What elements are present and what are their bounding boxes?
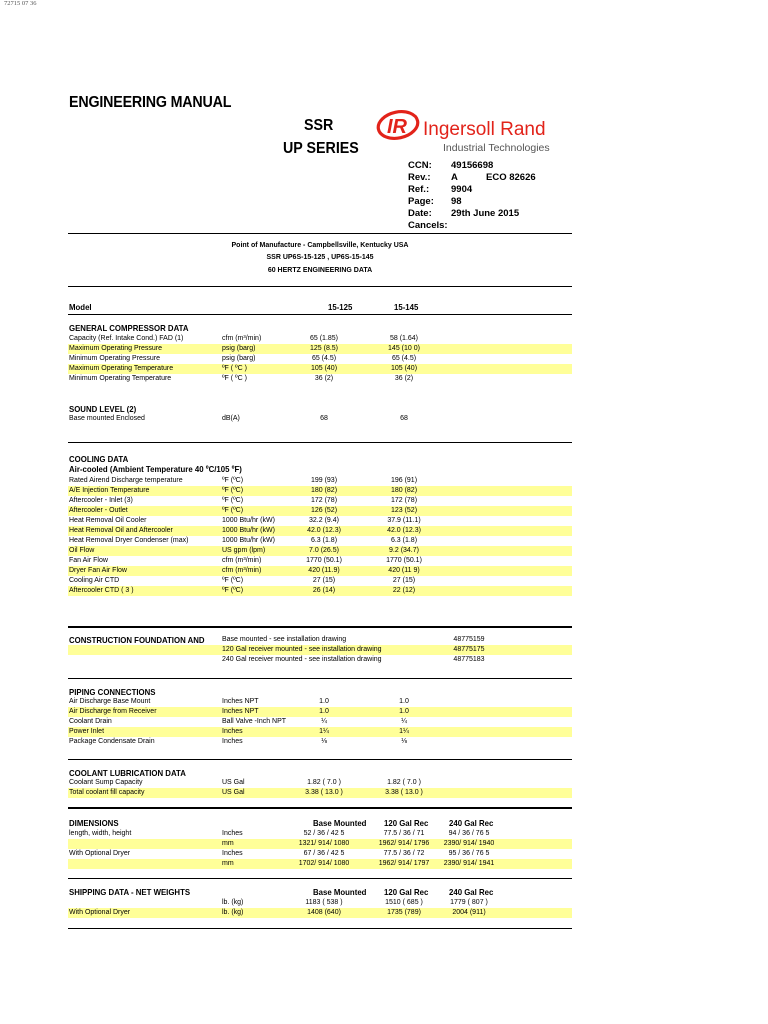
value-15-145: 1.0 bbox=[399, 698, 409, 705]
value-120-gal: 77.5 / 36 / 72 bbox=[383, 850, 425, 857]
drawing-number: 48775183 bbox=[453, 656, 485, 663]
value-base-mounted: 67 / 36 / 42 5 bbox=[303, 850, 345, 857]
table-row bbox=[68, 859, 572, 869]
value-15-145: 180 (82) bbox=[390, 487, 418, 494]
table-row bbox=[68, 898, 572, 908]
value-15-125: 199 (93) bbox=[310, 477, 338, 484]
table-row bbox=[68, 374, 572, 384]
meta-page: Page: 98 bbox=[408, 196, 462, 207]
value-120-gal: 1510 ( 685 ) bbox=[385, 899, 423, 906]
value-15-125: 420 (11.9) bbox=[308, 567, 340, 574]
divider bbox=[68, 678, 572, 679]
document-meta bbox=[408, 160, 536, 232]
value-15-145: ¼ bbox=[401, 718, 407, 725]
table-row bbox=[68, 645, 572, 655]
row-unit: US Gal bbox=[222, 779, 245, 786]
ship-col-120: 120 Gal Rec bbox=[384, 887, 429, 897]
row-label: Aftercooler - Inlet (3) bbox=[69, 497, 133, 504]
row-unit: ºF (ºC) bbox=[222, 577, 244, 584]
value-15-145: 1.0 bbox=[399, 708, 409, 715]
meta-ref: Ref.: 9904 bbox=[408, 184, 473, 195]
value-15-145: 123 (52) bbox=[390, 507, 418, 514]
value-120-gal: 1962/ 914/ 1796 bbox=[378, 840, 430, 847]
value-15-125: 105 (40) bbox=[310, 365, 338, 372]
value-15-125: 1.0 bbox=[319, 698, 329, 705]
ir-logo-icon bbox=[376, 109, 566, 155]
table-row bbox=[68, 717, 572, 727]
table-row bbox=[68, 737, 572, 747]
row-unit: lb. (kg) bbox=[222, 899, 244, 906]
row-label: Capacity (Ref. Intake Cond.) FAD (1) bbox=[69, 335, 184, 342]
row-unit: lb. (kg) bbox=[222, 909, 244, 916]
row-unit: US Gal bbox=[222, 789, 245, 796]
row-unit: ºF (ºC) bbox=[222, 477, 244, 484]
value-240-gal: 2004 (911) bbox=[452, 909, 486, 916]
value-120-gal: 1735 (789) bbox=[387, 909, 421, 916]
row-label: Heat Removal Oil Cooler bbox=[69, 517, 147, 524]
table-row bbox=[68, 839, 572, 849]
value-15-145: 42.0 (12.3) bbox=[387, 527, 421, 534]
drawing-number: 48775159 bbox=[453, 636, 485, 643]
section-dimensions: DIMENSIONS bbox=[69, 818, 119, 828]
table-row bbox=[68, 829, 572, 839]
row-label: Minimum Operating Temperature bbox=[69, 375, 172, 382]
value-15-125: 36 (2) bbox=[314, 375, 334, 382]
value-15-145: 58 (1.64) bbox=[389, 335, 419, 342]
row-label: Heat Removal Dryer Condenser (max) bbox=[69, 537, 189, 544]
model-col-1: 15-125 bbox=[328, 302, 353, 312]
row-unit: Inches NPT bbox=[222, 708, 259, 715]
dim-col-240: 240 Gal Rec bbox=[449, 818, 494, 828]
model-list: SSR UP6S-15-125 , UP6S-15-145 bbox=[266, 254, 374, 261]
value-15-125: 27 (15) bbox=[312, 577, 336, 584]
value-15-145: 145 (10 0) bbox=[388, 345, 420, 352]
ship-col-240: 240 Gal Rec bbox=[449, 887, 494, 897]
table-row bbox=[68, 486, 572, 496]
value-15-125: 65 (1.85) bbox=[309, 335, 339, 342]
table-row bbox=[68, 908, 572, 918]
divider bbox=[68, 286, 572, 287]
section-construction: CONSTRUCTION FOUNDATION AND bbox=[69, 635, 205, 645]
table-row bbox=[68, 727, 572, 737]
row-label: With Optional Dryer bbox=[69, 850, 131, 857]
value-240-gal: 2390/ 914/ 1940 bbox=[443, 840, 495, 847]
model-label: Model bbox=[69, 302, 92, 312]
value-15-145: 68 bbox=[400, 415, 408, 422]
value-15-125: 7.0 (26.5) bbox=[309, 547, 339, 554]
value-15-145: 3.38 ( 13.0 ) bbox=[385, 789, 423, 796]
row-unit: mm bbox=[222, 860, 234, 867]
row-label: Aftercooler CTD ( 3 ) bbox=[69, 587, 134, 594]
value-base-mounted: 1183 ( 538 ) bbox=[305, 899, 343, 906]
cooling-subtitle: Air-cooled (Ambient Temperature 40 ºC/105 ºF) bbox=[69, 464, 242, 474]
value-240-gal: 95 / 36 / 76 5 bbox=[448, 850, 490, 857]
drawing-description: 120 Gal receiver mounted - see installation drawing bbox=[222, 646, 382, 653]
row-unit: mm bbox=[222, 840, 234, 847]
table-row bbox=[68, 496, 572, 506]
row-unit: ºF (ºC) bbox=[222, 497, 244, 504]
dim-col-120: 120 Gal Rec bbox=[384, 818, 429, 828]
product-name: SSR bbox=[304, 117, 334, 134]
row-label: Oil Flow bbox=[69, 547, 95, 554]
table-row bbox=[68, 536, 572, 546]
row-unit: Inches NPT bbox=[222, 698, 259, 705]
value-base-mounted: 1702/ 914/ 1080 bbox=[298, 860, 350, 867]
value-15-145: 1.82 ( 7.0 ) bbox=[387, 779, 421, 786]
row-label: length, width, height bbox=[69, 830, 132, 837]
divider bbox=[68, 928, 572, 929]
section-cooling: COOLING DATA bbox=[69, 454, 129, 464]
table-row bbox=[68, 344, 572, 354]
row-unit: ºF (ºC) bbox=[222, 587, 244, 594]
row-unit: Inches bbox=[222, 830, 243, 837]
table-row bbox=[68, 516, 572, 526]
table-row bbox=[68, 546, 572, 556]
divider bbox=[68, 759, 572, 760]
row-unit: Inches bbox=[222, 850, 243, 857]
row-unit: 1000 Btu/hr (kW) bbox=[222, 517, 275, 524]
meta-rev: Rev.: A ECO 82626 bbox=[408, 172, 536, 183]
row-label: With Optional Dryer bbox=[69, 909, 131, 916]
row-label: Package Condensate Drain bbox=[69, 738, 155, 745]
value-base-mounted: 1408 (640) bbox=[307, 909, 341, 916]
row-unit: cfm (m³/min) bbox=[222, 567, 262, 574]
row-unit: 1000 Btu/hr (kW) bbox=[222, 537, 275, 544]
row-unit: cfm (m³/min) bbox=[222, 557, 262, 564]
value-15-145: 37.9 (11.1) bbox=[387, 517, 421, 524]
table-row bbox=[68, 354, 572, 364]
table-row bbox=[68, 334, 572, 344]
row-label: Minimum Operating Pressure bbox=[69, 355, 161, 362]
table-row bbox=[68, 697, 572, 707]
meta-cancels: Cancels: bbox=[408, 220, 448, 231]
value-15-145: 196 (91) bbox=[390, 477, 418, 484]
row-label: Base mounted Enclosed bbox=[69, 415, 145, 422]
value-15-145: 36 (2) bbox=[394, 375, 414, 382]
product-series: UP SERIES bbox=[283, 140, 359, 157]
svg-text:IR: IR bbox=[387, 116, 407, 138]
divider bbox=[68, 314, 572, 315]
svg-text:Ingersoll Rand: Ingersoll Rand bbox=[423, 119, 546, 140]
divider bbox=[68, 878, 572, 879]
value-base-mounted: 1321/ 914/ 1080 bbox=[298, 840, 350, 847]
value-15-145: 65 (4.5) bbox=[391, 355, 417, 362]
value-15-125: 172 (78) bbox=[310, 497, 338, 504]
row-label: Dryer Fan Air Flow bbox=[69, 567, 127, 574]
table-row bbox=[68, 576, 572, 586]
divider bbox=[68, 233, 572, 234]
value-15-145: 1¼ bbox=[399, 728, 409, 735]
svg-text:Industrial Technologies: Industrial Technologies bbox=[443, 142, 550, 154]
document-stamp: 72715 07 36 bbox=[4, 0, 37, 7]
row-label: Coolant Sump Capacity bbox=[69, 779, 143, 786]
row-label: Heat Removal Oil and Aftercooler bbox=[69, 527, 173, 534]
value-15-125: 42.0 (12.3) bbox=[307, 527, 341, 534]
value-15-145: 420 (11 9) bbox=[388, 567, 420, 574]
value-15-125: 6.3 (1.8) bbox=[310, 537, 338, 544]
value-15-125: 126 (52) bbox=[310, 507, 338, 514]
value-120-gal: 77.5 / 36 / 71 bbox=[383, 830, 425, 837]
value-15-125: 125 (8.5) bbox=[309, 345, 339, 352]
row-label: Maximum Operating Temperature bbox=[69, 365, 174, 372]
table-row bbox=[68, 364, 572, 374]
table-row bbox=[68, 506, 572, 516]
row-unit: Ball Valve -Inch NPT bbox=[222, 718, 287, 725]
value-15-125: 26 (14) bbox=[312, 587, 336, 594]
table-row bbox=[68, 635, 572, 645]
value-15-125: 65 (4.5) bbox=[311, 355, 337, 362]
row-unit: ºF (ºC) bbox=[222, 507, 244, 514]
row-label: A/E Injection Temperature bbox=[69, 487, 150, 494]
value-240-gal: 1779 ( 807 ) bbox=[450, 899, 488, 906]
ship-col-base: Base Mounted bbox=[313, 887, 367, 897]
section-sound: SOUND LEVEL (2) bbox=[69, 404, 137, 414]
row-unit: psig (barg) bbox=[222, 355, 256, 362]
row-label: Aftercooler - Outlet bbox=[69, 507, 128, 514]
table-row bbox=[68, 707, 572, 717]
table-row bbox=[68, 849, 572, 859]
model-col-2: 15-145 bbox=[394, 302, 419, 312]
row-label: Maximum Operating Pressure bbox=[69, 345, 162, 352]
row-unit: 1000 Btu/hr (kW) bbox=[222, 527, 275, 534]
table-row bbox=[68, 414, 572, 424]
value-15-145: 6.3 (1.8) bbox=[390, 537, 418, 544]
value-15-125: 68 bbox=[320, 415, 328, 422]
table-row bbox=[68, 655, 572, 665]
meta-ccn: CCN: 49156698 bbox=[408, 160, 494, 171]
row-label: Air Discharge from Receiver bbox=[69, 708, 157, 715]
divider bbox=[68, 626, 572, 628]
value-15-125: 1.0 bbox=[319, 708, 329, 715]
meta-date: Date: 29th June 2015 bbox=[408, 208, 520, 219]
value-15-145: 27 (15) bbox=[392, 577, 416, 584]
section-general: GENERAL COMPRESSOR DATA bbox=[69, 323, 189, 333]
row-label: Coolant Drain bbox=[69, 718, 112, 725]
data-heading: 60 HERTZ ENGINEERING DATA bbox=[267, 267, 373, 274]
row-label: Fan Air Flow bbox=[69, 557, 108, 564]
table-row bbox=[68, 526, 572, 536]
row-label: Total coolant fill capacity bbox=[69, 789, 145, 796]
drawing-description: 240 Gal receiver mounted - see installation drawing bbox=[222, 656, 382, 663]
row-unit: ºF ( ºC ) bbox=[222, 365, 247, 372]
row-unit: ºF (ºC) bbox=[222, 487, 244, 494]
value-15-145: 172 (78) bbox=[390, 497, 418, 504]
value-15-125: ⅛ bbox=[321, 738, 327, 745]
dim-col-base: Base Mounted bbox=[313, 818, 367, 828]
value-15-145: 105 (40) bbox=[390, 365, 418, 372]
value-15-125: ¼ bbox=[321, 718, 327, 725]
divider bbox=[68, 442, 572, 443]
row-unit: Inches bbox=[222, 728, 243, 735]
table-row bbox=[68, 566, 572, 576]
manufacture-point: Point of Manufacture - Campbellsville, Kentucky USA bbox=[231, 242, 409, 249]
table-row bbox=[68, 556, 572, 566]
value-base-mounted: 52 / 36 / 42 5 bbox=[303, 830, 345, 837]
table-row bbox=[68, 476, 572, 486]
value-15-125: 1¼ bbox=[319, 728, 329, 735]
row-label: Power Inlet bbox=[69, 728, 105, 735]
value-240-gal: 2390/ 914/ 1941 bbox=[443, 860, 495, 867]
value-15-125: 32.2 (9.4) bbox=[309, 517, 339, 524]
value-15-125: 1770 (50.1) bbox=[306, 557, 342, 564]
row-label: Cooling Air CTD bbox=[69, 577, 120, 584]
row-unit: cfm (m³/min) bbox=[222, 335, 262, 342]
value-240-gal: 94 / 36 / 76 5 bbox=[448, 830, 490, 837]
row-unit: ºF ( ºC ) bbox=[222, 375, 247, 382]
row-unit: Inches bbox=[222, 738, 243, 745]
section-piping: PIPING CONNECTIONS bbox=[69, 687, 156, 697]
table-row bbox=[68, 778, 572, 788]
section-shipping: SHIPPING DATA - NET WEIGHTS bbox=[69, 887, 191, 897]
value-15-145: 9.2 (34.7) bbox=[389, 547, 419, 554]
row-unit: US gpm (lpm) bbox=[222, 547, 266, 554]
drawing-number: 48775175 bbox=[453, 646, 485, 653]
section-coolant: COOLANT LUBRICATION DATA bbox=[69, 768, 186, 778]
manual-title: ENGINEERING MANUAL bbox=[69, 94, 232, 111]
row-label: Rated Airend Discharge temperature bbox=[69, 477, 183, 484]
value-15-145: 1770 (50.1) bbox=[386, 557, 422, 564]
row-label: Air Discharge Base Mount bbox=[69, 698, 151, 705]
drawing-description: Base mounted - see installation drawing bbox=[222, 636, 347, 643]
value-15-125: 3.38 ( 13.0 ) bbox=[305, 789, 343, 796]
divider bbox=[68, 807, 572, 809]
row-unit: psig (barg) bbox=[222, 345, 256, 352]
row-unit: dB(A) bbox=[222, 415, 240, 422]
table-row bbox=[68, 586, 572, 596]
value-120-gal: 1962/ 914/ 1797 bbox=[378, 860, 430, 867]
value-15-145: 22 (12) bbox=[392, 587, 416, 594]
value-15-125: 1.82 ( 7.0 ) bbox=[307, 779, 341, 786]
table-row bbox=[68, 788, 572, 798]
value-15-125: 180 (82) bbox=[310, 487, 338, 494]
value-15-145: ⅛ bbox=[401, 738, 407, 745]
brand-logo bbox=[376, 109, 566, 155]
